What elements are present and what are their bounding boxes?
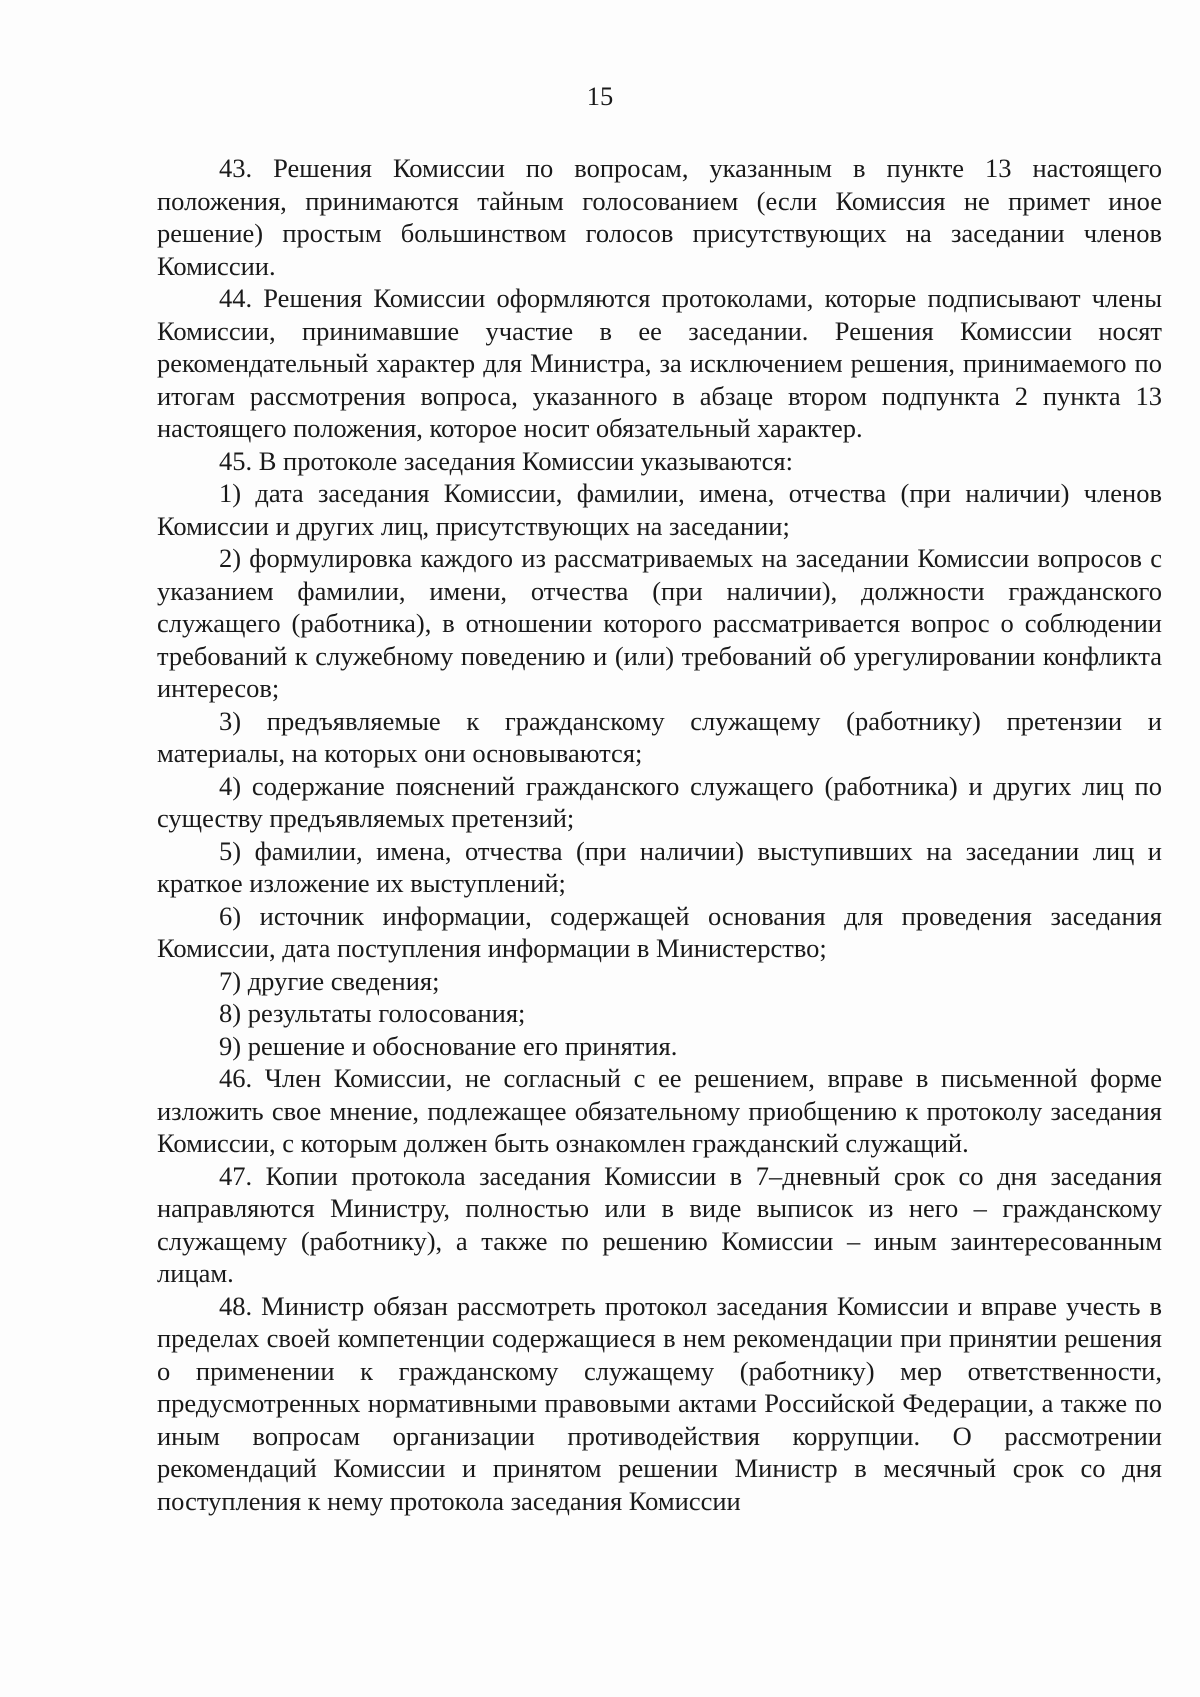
document-body [157, 152, 1162, 1517]
page-number: 15 [586, 81, 614, 111]
list-item-2: 2) формулировка каждого из рассматриваемых на заседании Комиссии вопросов с указанием фамилии, имени, отчества (при наличии), должности гражданского служащего (работника), в отношении которого рассматривается вопрос о соблюдении требований к служебному поведению и (или) требований об урегулировании конфликта интересов; [157, 543, 1162, 703]
paragraph-45: 45. В протоколе заседания Комиссии указываются: [219, 445, 793, 476]
paragraph-48: 48. Министр обязан рассмотреть протокол заседания Комиссии и вправе учесть в пределах своей компетенции содержащиеся в нем рекомендации при принятии решения о применении к гражданскому служащему (работнику) мер ответственности, предусмотренных нормативными правовыми актами Российской Федерации, а также по иным вопросам организации противодействия коррупции. О рассмотрении рекомендаций Комиссии и принятом решении Министр в месячный срок со дня поступления к нему протокола заседания Комиссии [157, 1290, 1162, 1516]
paragraph-44: 44. Решения Комиссии оформляются протоколами, которые подписывают члены Комиссии, принимавшие участие в ее заседании. Решения Комиссии носят рекомендательный характер для Министра, за исключением решения, принимаемого по итогам рассмотрения вопроса, указанного в абзаце втором подпункта 2 пункта 13 настоящего положения, которое носит обязательный характер. [157, 283, 1162, 443]
list-item-4: 4) содержание пояснений гражданского служащего (работника) и других лиц по существу предъявляемых претензий; [157, 770, 1162, 833]
paragraph-47: 47. Копии протокола заседания Комиссии в 7–дневный срок со дня заседания направляются Министру, полностью или в виде выписок из него – гражданскому служащему (работнику), а также по решению Комиссии – иным заинтересованным лицам. [157, 1160, 1162, 1288]
paragraph-43: 43. Решения Комиссии по вопросам, указанным в пункте 13 настоящего положения, принимаются тайным голосованием (если Комиссия не примет иное решение) простым большинством голосов присутствующих на заседании членов Комиссии. [157, 153, 1162, 281]
list-item-8: 8) результаты голосования; [219, 998, 526, 1028]
list-item-1: 1) дата заседания Комиссии, фамилии, имена, отчества (при наличии) членов Комиссии и других лиц, присутствующих на заседании; [157, 478, 1162, 541]
list-item-3: 3) предъявляемые к гражданскому служащему (работнику) претензии и материалы, на которых они основываются; [157, 705, 1162, 768]
list-item-9: 9) решение и обоснование его принятия. [219, 1030, 678, 1061]
list-item-6: 6) источник информации, содержащей основания для проведения заседания Комиссии, дата поступления информации в Министерство; [157, 900, 1162, 963]
list-item-7: 7) другие сведения; [219, 965, 440, 996]
list-item-5: 5) фамилии, имена, отчества (при наличии) выступивших на заседании лиц и краткое изложение их выступлений; [157, 835, 1162, 898]
paragraph-46: 46. Член Комиссии, не согласный с ее решением, вправе в письменной форме изложить свое мнение, подлежащее обязательному приобщению к протоколу заседания Комиссии, с которым должен быть ознакомлен гражданский служащий. [157, 1063, 1162, 1158]
